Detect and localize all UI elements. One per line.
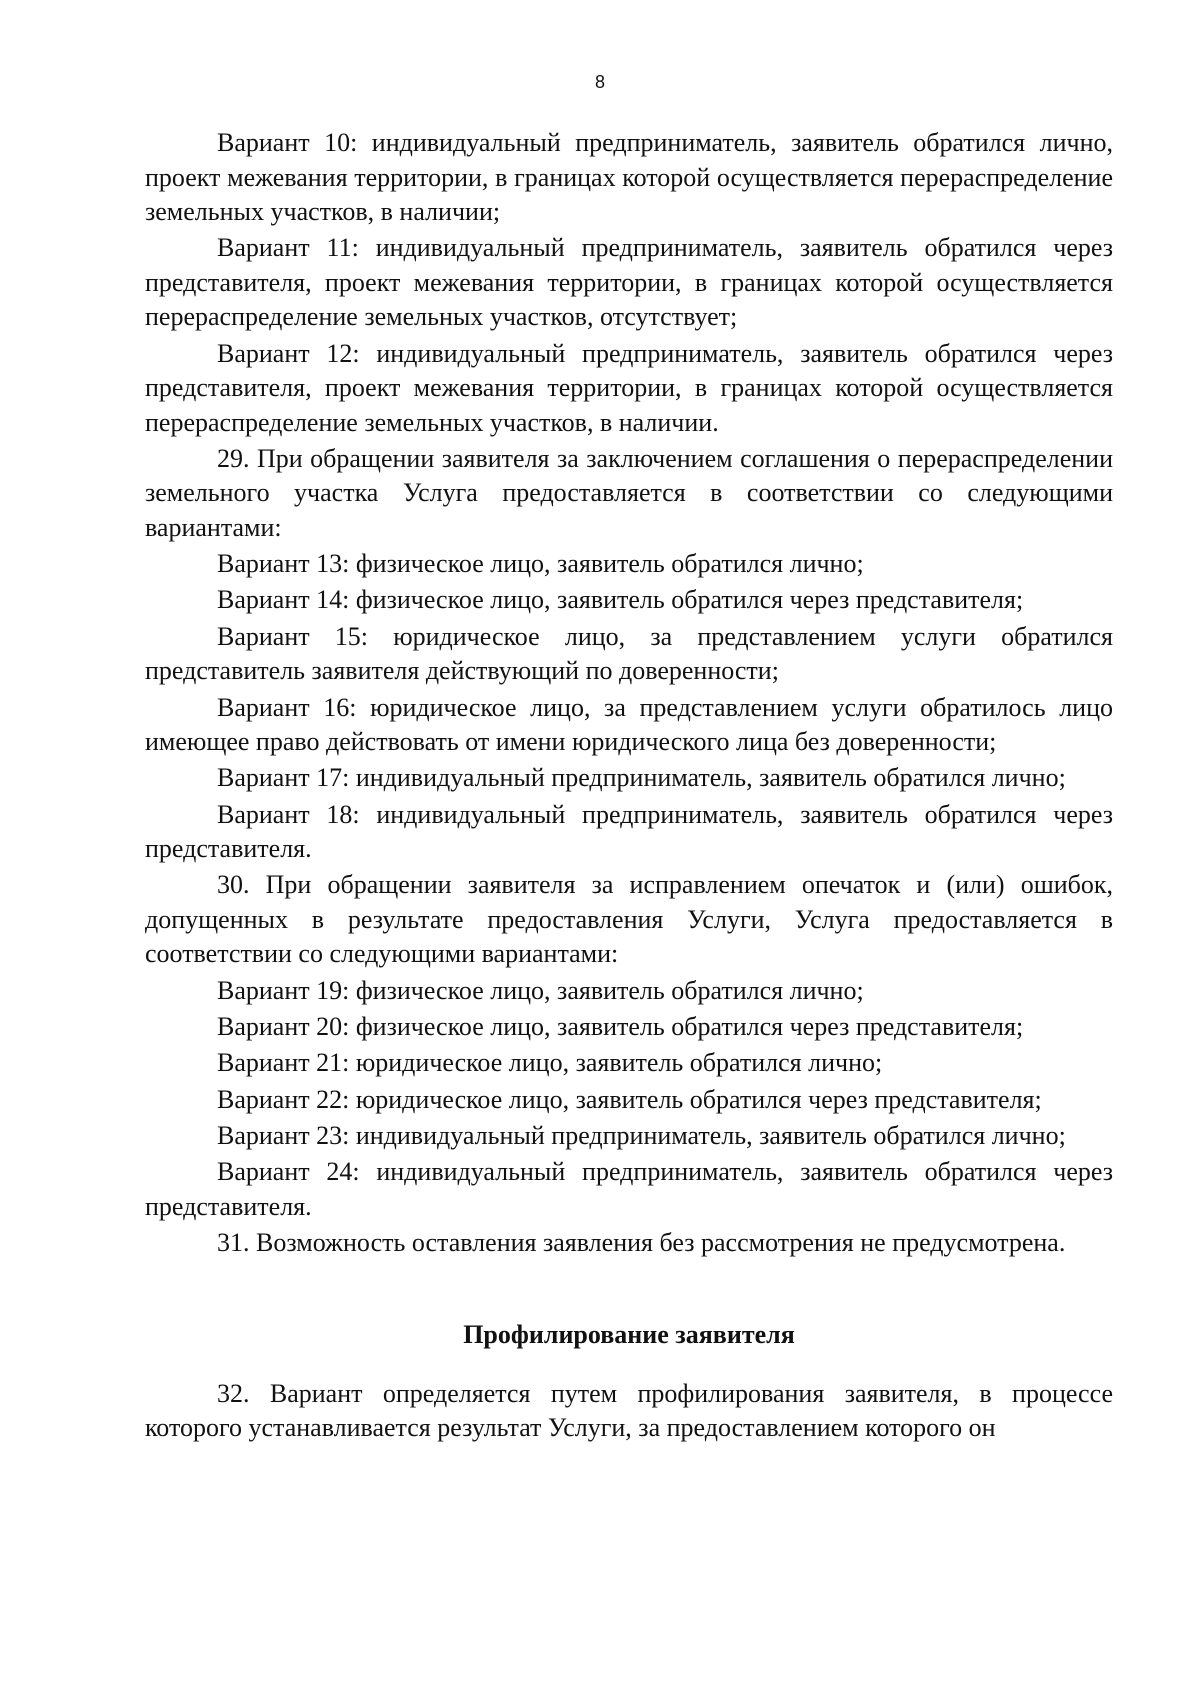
paragraph-variant-15: Вариант 15: юридическое лицо, за представлением услуги обратился представитель заявителя действующий по доверенности; [145, 621, 1113, 686]
paragraph-item-29: 29. При обращении заявителя за заключением соглашения о перераспределении земельного участка Услуга предоставляется в соответствии со следующими вариантами: [145, 443, 1113, 542]
paragraph-variant-23: Вариант 23: индивидуальный предприниматель, заявитель обратился лично; [217, 1120, 1066, 1150]
paragraph-variant-17: Вариант 17: индивидуальный предприниматель, заявитель обратился лично; [217, 763, 1066, 793]
paragraph-item-32: 32. Вариант определяется путем профилирования заявителя, в процессе которого устанавливается результат Услуги, за предоставлением которого он [145, 1378, 1113, 1443]
page-number: 8 [594, 72, 605, 92]
paragraph-variant-20: Вариант 20: физическое лицо, заявитель обратился через представителя; [217, 1012, 1024, 1042]
paragraph-variant-11: Вариант 11: индивидуальный предприниматель, заявитель обратился через представителя, проект межевания территории, в границах которой осуществляется перераспределение земельных участков, отсутствует; [145, 233, 1113, 332]
paragraph-variant-18: Вариант 18: индивидуальный предприниматель, заявитель обратился через представителя. [145, 799, 1113, 864]
paragraph-variant-14: Вариант 14: физическое лицо, заявитель обратился через представителя; [217, 585, 1024, 615]
document-body [145, 126, 1113, 1448]
paragraph-variant-12: Вариант 12: индивидуальный предприниматель, заявитель обратился через представителя, проект межевания территории, в границах которой осуществляется перераспределение земельных участков, в наличии. [145, 338, 1113, 437]
paragraph-variant-24: Вариант 24: индивидуальный предприниматель, заявитель обратился через представителя. [145, 1157, 1113, 1221]
paragraph-item-30: 30. При обращении заявителя за исправлением опечаток и (или) ошибок, допущенных в результате предоставления Услуги, Услуга предоставляется в соответствии со следующими вариантами: [145, 870, 1113, 969]
section-heading: Профилирование заявителя [463, 1320, 795, 1350]
paragraph-variant-16: Вариант 16: юридическое лицо, за представлением услуги обратилось лицо имеющее право действовать от имени юридического лица без доверенности; [145, 692, 1113, 757]
paragraph-variant-21: Вариант 21: юридическое лицо, заявитель обратился лично; [217, 1048, 883, 1078]
paragraph-variant-19: Вариант 19: физическое лицо, заявитель обратился лично; [217, 975, 864, 1005]
paragraph-variant-10: Вариант 10: индивидуальный предприниматель, заявитель обратился лично, проект межевания территории, в границах которой осуществляется перераспределение земельных участков, в наличии; [145, 128, 1113, 226]
paragraph-item-31: 31. Возможность оставления заявления без рассмотрения не предусмотрена. [217, 1228, 1066, 1258]
paragraph-variant-13: Вариант 13: физическое лицо, заявитель обратился лично; [217, 549, 864, 579]
section-spacer [145, 1262, 1113, 1318]
paragraph-variant-22: Вариант 22: юридическое лицо, заявитель обратился через представителя; [217, 1084, 1042, 1114]
